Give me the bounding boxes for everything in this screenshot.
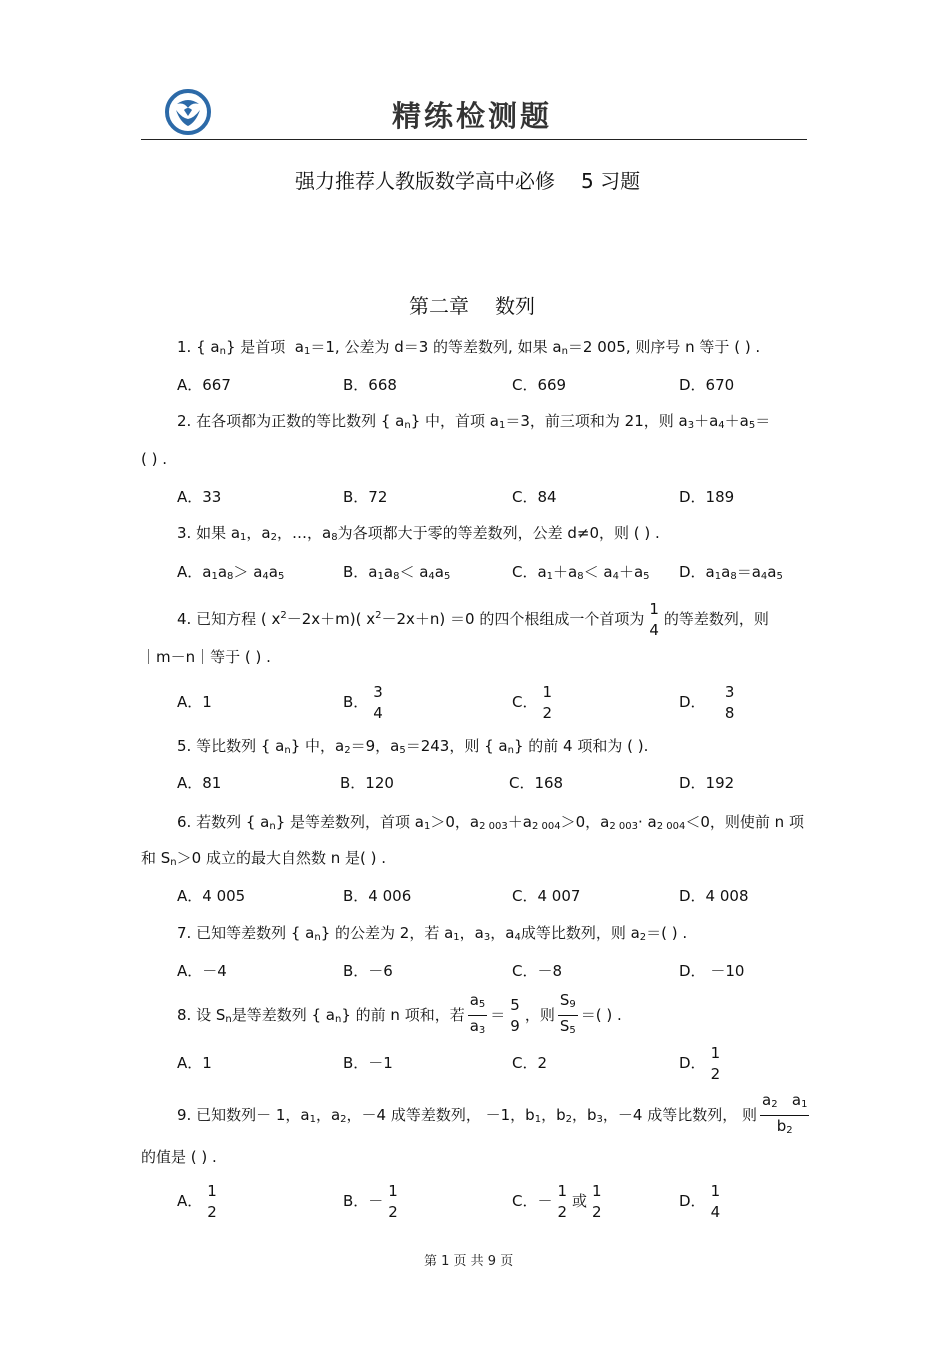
q5-option-a: A．81 <box>177 774 222 792</box>
q7-option-b: B．－6 <box>343 962 393 980</box>
question-1: 1. { $a_n$} 是首项 $a_1=1$, 公差为 d＝3 的等差数列, 如果 $a_n=2$ 005, 则序号 n 等于 ( ) . <box>177 338 761 357</box>
question-4-line-2: ｜m－n｜等于 ( ) . <box>141 648 271 666</box>
hands-swirl-logo <box>164 88 212 136</box>
q9-option-b: B．－ 1 2 <box>343 1181 398 1221</box>
q4-option-a: A．1 <box>177 693 212 711</box>
question-2-line-2: ( ) . <box>141 450 168 468</box>
q2-option-d: D．189 <box>679 488 735 506</box>
question-9: 9. 已知数列－ 1，$a_1$，$a_2$，－4 成等差数列， －1，$b_1$，$b_2$，$b_3$，－4 成等比数列， 则 $\frac{a_2 a_1}{b_2}$ <box>177 1091 808 1136</box>
question-2: 2. 在各项都为正数的等比数列 { $a_n$} 中，首项 $a_1=3$，前三项和为 21，则 $a_3+a_4+a_5=$ <box>177 412 771 431</box>
q1-option-d: D．670 <box>679 376 735 394</box>
q2-option-a: A．33 <box>177 488 222 506</box>
q7-option-d: D． －10 <box>679 962 745 980</box>
q8-option-c: C．2 <box>512 1054 548 1072</box>
q7-option-a: A．－4 <box>177 962 227 980</box>
q3-option-a: A．$a_1a_8> a_4a_5$ <box>177 563 285 582</box>
q1-option-a: A．667 <box>177 376 231 394</box>
q8-option-b: B．－1 <box>343 1054 393 1072</box>
q9-option-c: C．－ 1 2 或 1 2 <box>512 1181 602 1221</box>
header-divider <box>141 139 807 140</box>
q4-option-d: D． 3 8 <box>679 682 735 722</box>
q4-option-b: B． 3 4 <box>343 682 383 722</box>
q1-option-b: B．668 <box>343 376 397 394</box>
q7-option-c: C．－8 <box>512 962 563 980</box>
question-6-line-2: 和 $S_n>0$ 成立的最大自然数 n 是( ) . <box>141 849 387 868</box>
q1-option-c: C．669 <box>512 376 567 394</box>
q8-option-a: A．1 <box>177 1054 212 1072</box>
brand-title: 精练检测题 <box>392 99 553 133</box>
q5-option-c: C．168 <box>509 774 564 792</box>
chapter-heading: 第二章 数列 <box>409 294 535 318</box>
question-5: 5. 等比数列 { $a_n$} 中，$a_2=9$，$a_5=243$，则 { $a_n$} 的前 4 项和为 ( ). <box>177 737 649 756</box>
q8-option-d: D． 1 2 <box>679 1043 721 1083</box>
fraction-quarter: 1 4 <box>649 599 659 639</box>
q2-option-c: C．84 <box>512 488 557 506</box>
question-6: 6. 若数列 { $a_n$} 是等差数列，首项 $a_1>0$，$a_{2 003}+a_{2 004}>0$，$a_{2 003}\cdot a_{2 004}<0$，则使前 n 项 <box>177 813 804 832</box>
q9-option-d: D． 1 4 <box>679 1181 721 1221</box>
q6-option-b: B．4 006 <box>343 887 412 905</box>
question-9-line-2: 的值是 ( ) . <box>141 1148 217 1166</box>
q3-option-c: C．$a_1+a_8< a_4+a_5$ <box>512 563 650 582</box>
page-footer: 第 1 页 共 9 页 <box>424 1254 514 1269</box>
q5-option-b: B．120 <box>340 774 394 792</box>
q5-option-d: D．192 <box>679 774 735 792</box>
q6-option-a: A．4 005 <box>177 887 246 905</box>
question-4: 4. 已知方程 ( $x^2-2x+m$)( $x^2-2x+n) =0$ 的四个根组成一个首项为 1 4 的等差数列，则 <box>177 599 769 639</box>
document-title: 强力推荐人教版数学高中必修 5 习题 <box>295 169 641 193</box>
q4-option-c: C． 1 2 <box>512 682 553 722</box>
question-7: 7. 已知等差数列 { $a_n$} 的公差为 2，若 $a_1$，$a_3$，$a_4$成等比数列，则 $a_2=$( ) . <box>177 924 688 943</box>
q6-option-d: D．4 008 <box>679 887 749 905</box>
q9-option-a: A． 1 2 <box>177 1181 217 1221</box>
question-8: 8. 设 $S_n$是等差数列 { $a_n$} 的前 n 项和，若 $\frac{a_5}{a_3}$ ＝ 5 9 ，则 $\frac{S_9}{S_5}$ ＝( ) . <box>177 991 622 1036</box>
q3-option-b: B．$a_1a_8< a_4a_5$ <box>343 563 451 582</box>
q2-option-b: B．72 <box>343 488 388 506</box>
q3-option-d: D．$a_1a_8=a_4a_5$ <box>679 563 783 582</box>
question-3: 3. 如果 $a_1$，$a_2$，…，$a_8$为各项都大于零的等差数列，公差 d≠0，则 ( ) . <box>177 524 660 543</box>
q6-option-c: C．4 007 <box>512 887 581 905</box>
